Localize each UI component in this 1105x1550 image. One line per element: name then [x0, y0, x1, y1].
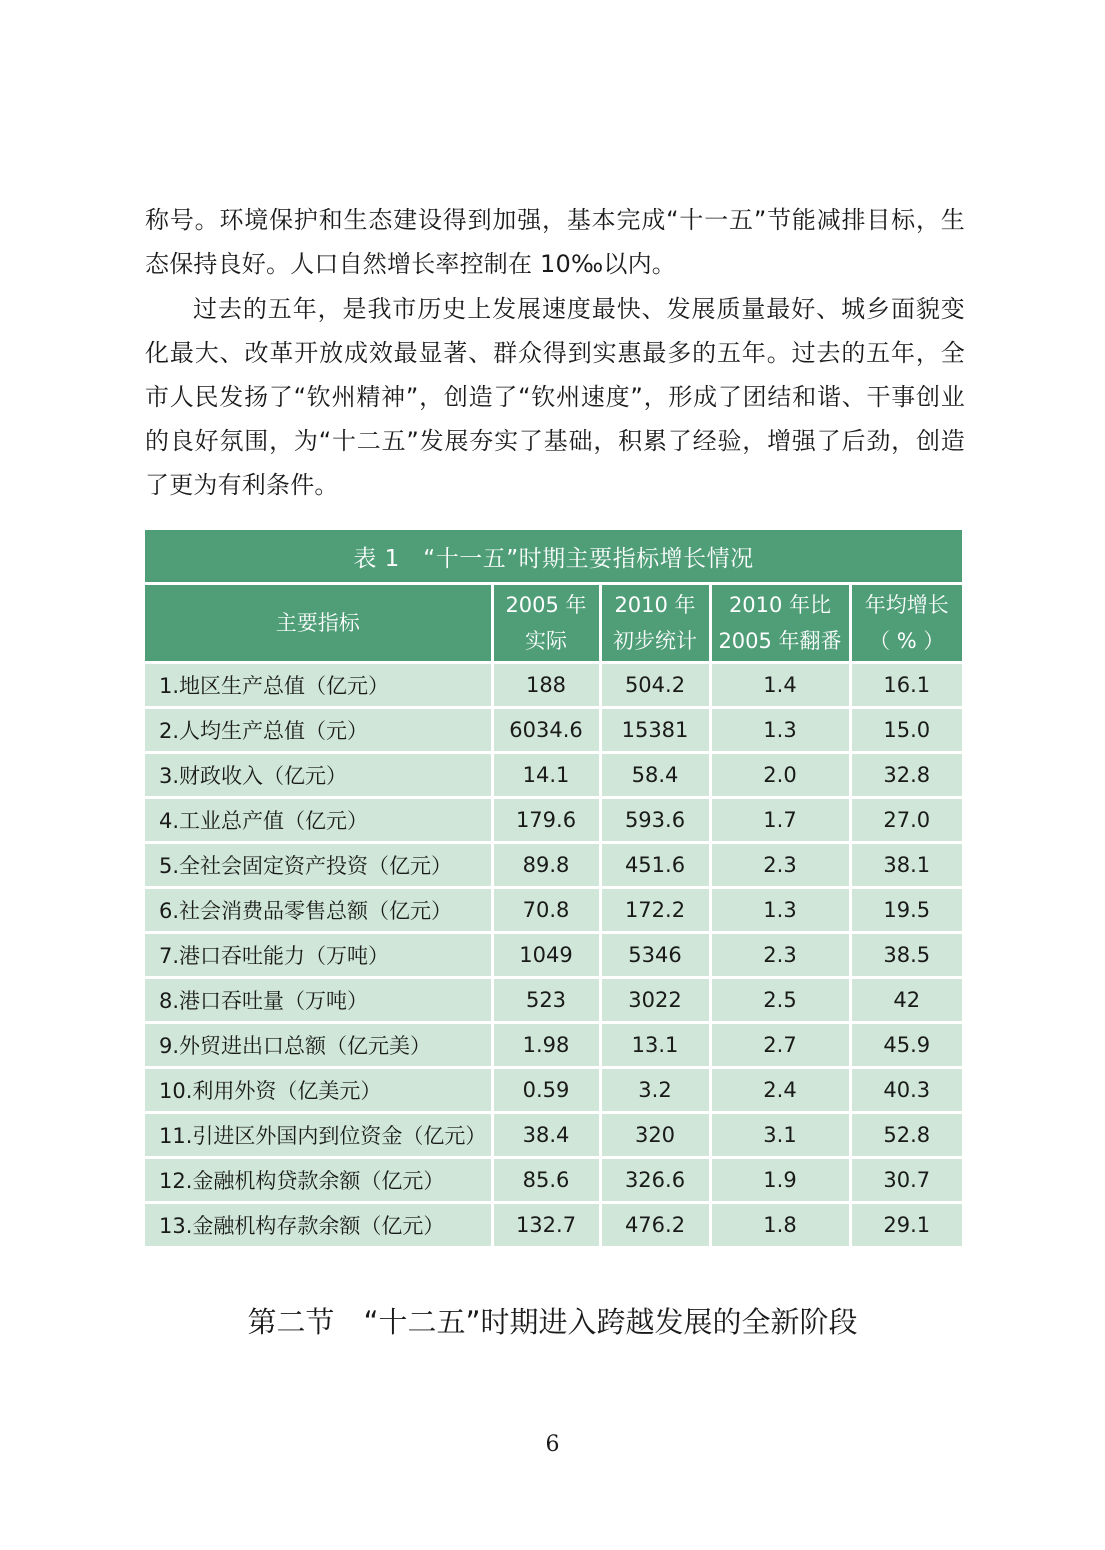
value-cell: 3.1	[710, 1113, 850, 1158]
header-doubling: 2010 年比 2005 年翻番	[710, 584, 850, 663]
value-cell: 2.5	[710, 978, 850, 1023]
value-cell: 179.6	[492, 798, 600, 843]
value-cell: 6034.6	[492, 708, 600, 753]
indicator-name-cell: 2.人均生产总值（元）	[145, 708, 492, 753]
value-cell: 14.1	[492, 753, 600, 798]
indicator-name-cell: 13.金融机构存款余额（亿元）	[145, 1203, 492, 1247]
indicator-name-cell: 1.地区生产总值（亿元）	[145, 663, 492, 708]
table-row	[145, 978, 962, 1023]
value-cell: 1.9	[710, 1158, 850, 1203]
indicator-name-cell: 5.全社会固定资产投资（亿元）	[145, 843, 492, 888]
value-cell: 1.8	[710, 1203, 850, 1247]
value-cell: 326.6	[600, 1158, 710, 1203]
indicator-name-cell: 9.外贸进出口总额（亿元美）	[145, 1023, 492, 1068]
value-cell: 5346	[600, 933, 710, 978]
value-cell: 38.5	[850, 933, 962, 978]
value-cell: 16.1	[850, 663, 962, 708]
value-cell: 1.4	[710, 663, 850, 708]
indicator-name-cell: 12.金融机构贷款余额（亿元）	[145, 1158, 492, 1203]
value-cell: 476.2	[600, 1203, 710, 1247]
value-cell: 2.0	[710, 753, 850, 798]
value-cell: 1.7	[710, 798, 850, 843]
value-cell: 27.0	[850, 798, 962, 843]
page-number: 6	[545, 1432, 560, 1457]
value-cell: 38.4	[492, 1113, 600, 1158]
value-cell: 523	[492, 978, 600, 1023]
table-row	[145, 1158, 962, 1203]
header-2010-prelim: 2010 年 初步统计	[600, 584, 710, 663]
table-body	[145, 663, 962, 1247]
value-cell: 2.3	[710, 843, 850, 888]
value-cell: 593.6	[600, 798, 710, 843]
table-row	[145, 798, 962, 843]
value-cell: 2.3	[710, 933, 850, 978]
table-row	[145, 708, 962, 753]
table-row	[145, 1203, 962, 1247]
value-cell: 19.5	[850, 888, 962, 933]
indicator-name-cell: 3.财政收入（亿元）	[145, 753, 492, 798]
value-cell: 30.7	[850, 1158, 962, 1203]
value-cell: 2.4	[710, 1068, 850, 1113]
value-cell: 172.2	[600, 888, 710, 933]
value-cell: 45.9	[850, 1023, 962, 1068]
value-cell: 504.2	[600, 663, 710, 708]
value-cell: 38.1	[850, 843, 962, 888]
table-row	[145, 843, 962, 888]
value-cell: 52.8	[850, 1113, 962, 1158]
indicator-name-cell: 11.引进区外国内到位资金（亿元）	[145, 1113, 492, 1158]
table-row	[145, 933, 962, 978]
value-cell: 451.6	[600, 843, 710, 888]
value-cell: 15.0	[850, 708, 962, 753]
section-heading: 第二节 “十二五”时期进入跨越发展的全新阶段	[247, 1305, 858, 1339]
value-cell: 85.6	[492, 1158, 600, 1203]
value-cell: 0.59	[492, 1068, 600, 1113]
value-cell: 1.98	[492, 1023, 600, 1068]
value-cell: 13.1	[600, 1023, 710, 1068]
value-cell: 29.1	[850, 1203, 962, 1247]
value-cell: 1.3	[710, 708, 850, 753]
table-row	[145, 1023, 962, 1068]
table-caption: 表 1 “十一五”时期主要指标增长情况	[145, 530, 962, 584]
header-2005-actual: 2005 年 实际	[492, 584, 600, 663]
header-indicator: 主要指标	[145, 584, 492, 663]
indicator-name-cell: 10.利用外资（亿美元）	[145, 1068, 492, 1113]
value-cell: 1.3	[710, 888, 850, 933]
value-cell: 188	[492, 663, 600, 708]
value-cell: 320	[600, 1113, 710, 1158]
table-row	[145, 753, 962, 798]
table-row	[145, 1113, 962, 1158]
header-annual-growth: 年均增长 （ % ）	[850, 584, 962, 663]
value-cell: 15381	[600, 708, 710, 753]
value-cell: 58.4	[600, 753, 710, 798]
value-cell: 3022	[600, 978, 710, 1023]
table-row	[145, 888, 962, 933]
value-cell: 42	[850, 978, 962, 1023]
value-cell: 132.7	[492, 1203, 600, 1247]
paragraph-1: 称号。环境保护和生态建设得到加强，基本完成“十一五”节能减排目标，生态保持良好。人口自然增长率控制在 10‰以内。	[145, 206, 965, 278]
value-cell: 40.3	[850, 1068, 962, 1113]
value-cell: 1049	[492, 933, 600, 978]
paragraph-2: 过去的五年，是我市历史上发展速度最快、发展质量最好、城乡面貌变化最大、改革开放成效最显著、群众得到实惠最多的五年。过去的五年，全市人民发扬了“钦州精神”，创造了“钦州速度”，形成了团结和谐、干事创业的良好氛围，为“十二五”发展夯实了基础，积累了经验，增强了后劲，创造了更为有利条件。	[145, 295, 965, 499]
table-row	[145, 663, 962, 708]
indicator-name-cell: 8.港口吞吐量（万吨）	[145, 978, 492, 1023]
indicator-name-cell: 6.社会消费品零售总额（亿元）	[145, 888, 492, 933]
indicators-table	[145, 530, 962, 1246]
indicator-name-cell: 4.工业总产值（亿元）	[145, 798, 492, 843]
value-cell: 2.7	[710, 1023, 850, 1068]
value-cell: 70.8	[492, 888, 600, 933]
value-cell: 3.2	[600, 1068, 710, 1113]
table-row	[145, 1068, 962, 1113]
value-cell: 32.8	[850, 753, 962, 798]
value-cell: 89.8	[492, 843, 600, 888]
indicator-name-cell: 7.港口吞吐能力（万吨）	[145, 933, 492, 978]
